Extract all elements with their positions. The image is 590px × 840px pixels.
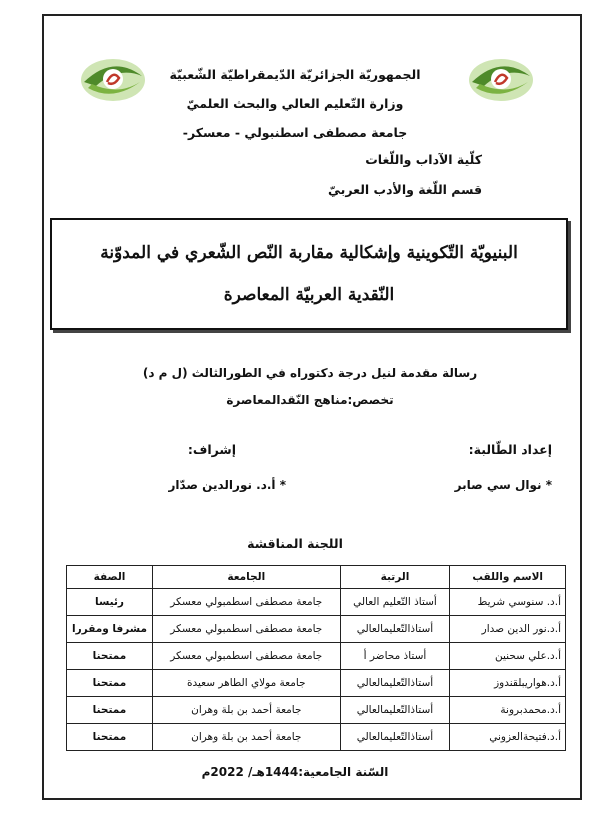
member-university: جامعة أحمد بن بلة وهران bbox=[152, 697, 340, 724]
member-university: جامعة مولاي الطاهر سعيدة bbox=[152, 670, 340, 697]
member-role: رئيسا bbox=[67, 589, 153, 616]
thesis-info bbox=[60, 360, 560, 414]
member-name: أ.د.محمدبرونة bbox=[450, 697, 566, 724]
supervision-label: إشراف: bbox=[187, 442, 236, 457]
republic-name: الجمهوريّة الجزائريّة الدّيمقراطيّة الشّعبيّة bbox=[169, 67, 421, 82]
member-name: أ.د.فتيحةالعزوني bbox=[450, 724, 566, 751]
thesis-title-line-2: النّقدية العربيّة المعاصرة bbox=[223, 285, 395, 305]
student-name: * نوال سي صابر bbox=[454, 478, 552, 492]
thesis-title-line-1: البنيويّة التّكوينية وإشكالية مقاربة النّص الشّعري في المدوّنة bbox=[100, 243, 518, 263]
header-rank: الرتبة bbox=[340, 566, 450, 589]
member-role: ممتحنا bbox=[67, 697, 153, 724]
member-rank: أستاذالتّعليمالعالي bbox=[340, 670, 450, 697]
university-logo-left bbox=[78, 52, 148, 104]
member-name: أ.د.هواريبلقندوز bbox=[450, 670, 566, 697]
thesis-title-box bbox=[50, 218, 568, 330]
member-rank: أستاذالتّعليمالعالي bbox=[340, 724, 450, 751]
ministry-name: وزارة التّعليم العالي والبحث العلميّ bbox=[186, 96, 404, 111]
academic-year: السّنة الجامعية:1444هـ/ 2022م bbox=[201, 765, 389, 779]
prepared-by-label: إعداد الطّالبة: bbox=[468, 442, 552, 457]
member-rank: أستاذ التّعليم العالي bbox=[340, 589, 450, 616]
member-university: جامعة أحمد بن بلة وهران bbox=[152, 724, 340, 751]
member-university: جامعة مصطفى اسطمبولي معسكر bbox=[152, 643, 340, 670]
member-name: أ.د.نور الدين صدار bbox=[450, 616, 566, 643]
thesis-title bbox=[69, 232, 549, 316]
header-university: الجامعة bbox=[152, 566, 340, 589]
member-rank: أستاذ محاضر أ bbox=[340, 643, 450, 670]
header-role: الصفة bbox=[67, 566, 153, 589]
table-header-row bbox=[67, 566, 566, 589]
member-rank: أستاذالتّعليمالعالي bbox=[340, 616, 450, 643]
table-row bbox=[67, 616, 566, 643]
college-name: كلّية الآداب واللّغات bbox=[365, 152, 482, 167]
member-role: ممتحنا bbox=[67, 643, 153, 670]
faculty-block bbox=[328, 145, 482, 205]
member-role: مشرفا ومقررا bbox=[67, 616, 153, 643]
header-name: الاسم واللقب bbox=[450, 566, 566, 589]
table-row bbox=[67, 697, 566, 724]
member-role: ممتحنا bbox=[67, 670, 153, 697]
member-name: أ.د. سنوسي شريط bbox=[450, 589, 566, 616]
committee-table bbox=[66, 565, 566, 751]
degree-statement: رسالة مقدمة لنيل درجة دكتوراه في الطورالثالث (ل م د) bbox=[142, 366, 478, 380]
supervisor-name: * أ.د. نورالدين صدّار bbox=[168, 478, 286, 492]
table-row bbox=[67, 724, 566, 751]
table-row bbox=[67, 643, 566, 670]
university-logo-right bbox=[466, 52, 536, 104]
member-university: جامعة مصطفى اسطمبولي معسكر bbox=[152, 616, 340, 643]
table-row bbox=[67, 589, 566, 616]
university-name: جامعة مصطفى اسطنبولي - معسكر- bbox=[182, 125, 408, 140]
specialty: تخصص:مناهج النّقدالمعاصرة bbox=[226, 393, 394, 407]
member-university: جامعة مصطفى اسطمبولي معسكر bbox=[152, 589, 340, 616]
member-name: أ.د.علي سحنين bbox=[450, 643, 566, 670]
table-row bbox=[67, 670, 566, 697]
member-rank: أستاذالتّعليمالعالي bbox=[340, 697, 450, 724]
member-role: ممتحنا bbox=[67, 724, 153, 751]
committee-title: اللجنة المناقشة bbox=[247, 536, 343, 551]
department-name: قسم اللّغة والأدب العربيّ bbox=[328, 182, 482, 197]
header-lines bbox=[150, 60, 440, 147]
